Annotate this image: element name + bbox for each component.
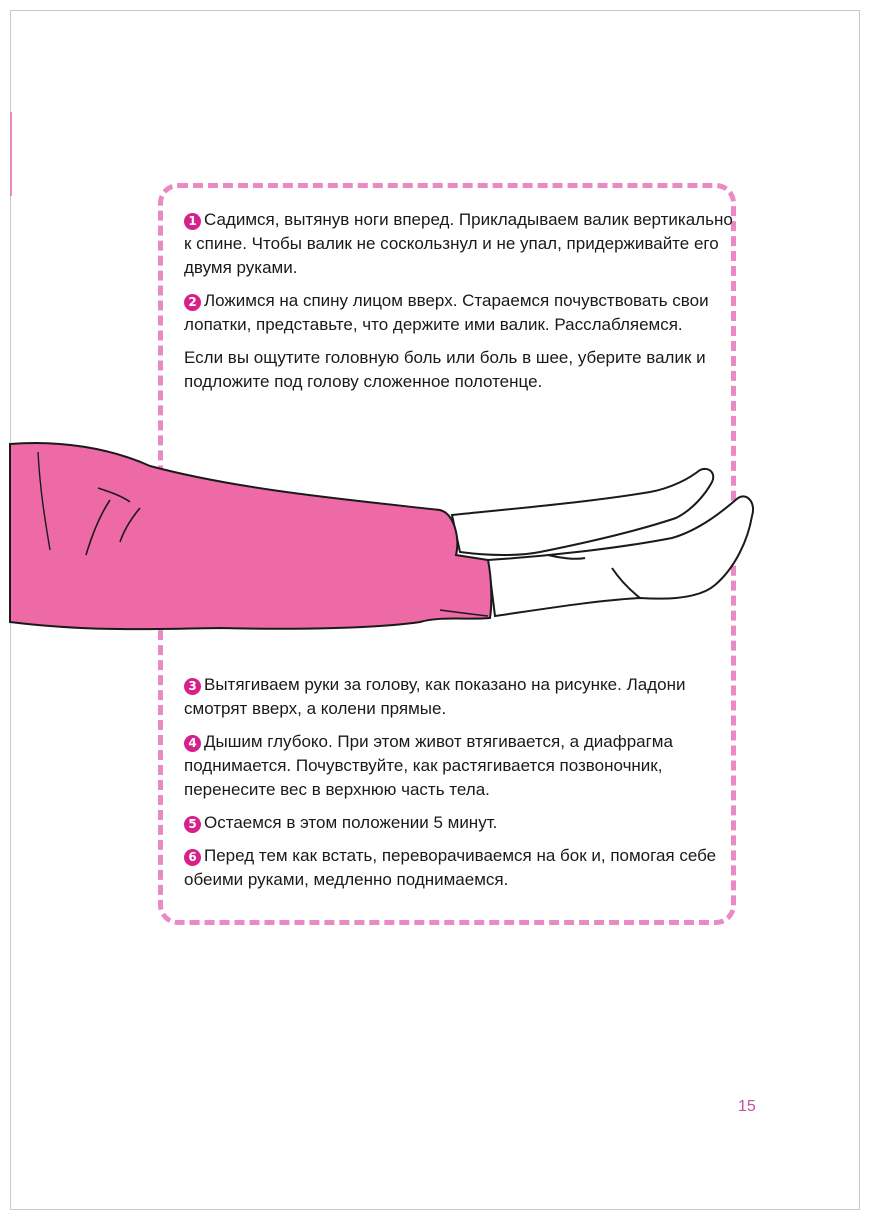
legs-illustration: [0, 430, 871, 650]
step-number-badge: 2: [184, 294, 201, 311]
edge-marker: [10, 112, 12, 196]
warning-note: Если вы ощутите головную боль или боль в шее, уберите валик и подложите под голову сложенное полотенце.: [184, 348, 706, 391]
step-text: Перед тем как встать, переворачиваемся на бок и, помогая себе обеими руками, медленно поднимаемся.: [184, 846, 717, 889]
step-number-badge: 1: [184, 213, 201, 230]
step-6: [184, 844, 744, 892]
pants: [10, 443, 491, 629]
step-3: [184, 673, 744, 721]
step-5: [184, 811, 744, 835]
step-number-badge: 6: [184, 849, 201, 866]
step-4: [184, 730, 744, 802]
step-text: Садимся, вытянув ноги вперед. Прикладываем валик вертикально к спине. Чтобы валик не соскользнул и не упал, придерживайте его двумя руками.: [184, 210, 733, 277]
step-2: [184, 289, 744, 337]
page-number: 15: [738, 1098, 756, 1115]
step-text: Дышим глубоко. При этом живот втягивается, а диафрагма поднимается. Почувствуйте, как растягивается позвоночник, перенесите вес в верхнюю часть тела.: [184, 732, 673, 799]
step-text: Остаемся в этом положении 5 минут.: [204, 813, 498, 832]
step-1: [184, 208, 744, 280]
step-text: Вытягиваем руки за голову, как показано на рисунке. Ладони смотрят вверх, а колени прямые.: [184, 675, 686, 718]
step-text: Ложимся на спину лицом вверх. Стараемся почувствовать свои лопатки, представьте, что держите ими валик. Расслабляемся.: [184, 291, 709, 334]
step-number-badge: 4: [184, 735, 201, 752]
step-number-badge: 3: [184, 678, 201, 695]
step-number-badge: 5: [184, 816, 201, 833]
instructions-top: [184, 208, 744, 403]
instructions-bottom: [184, 673, 744, 901]
